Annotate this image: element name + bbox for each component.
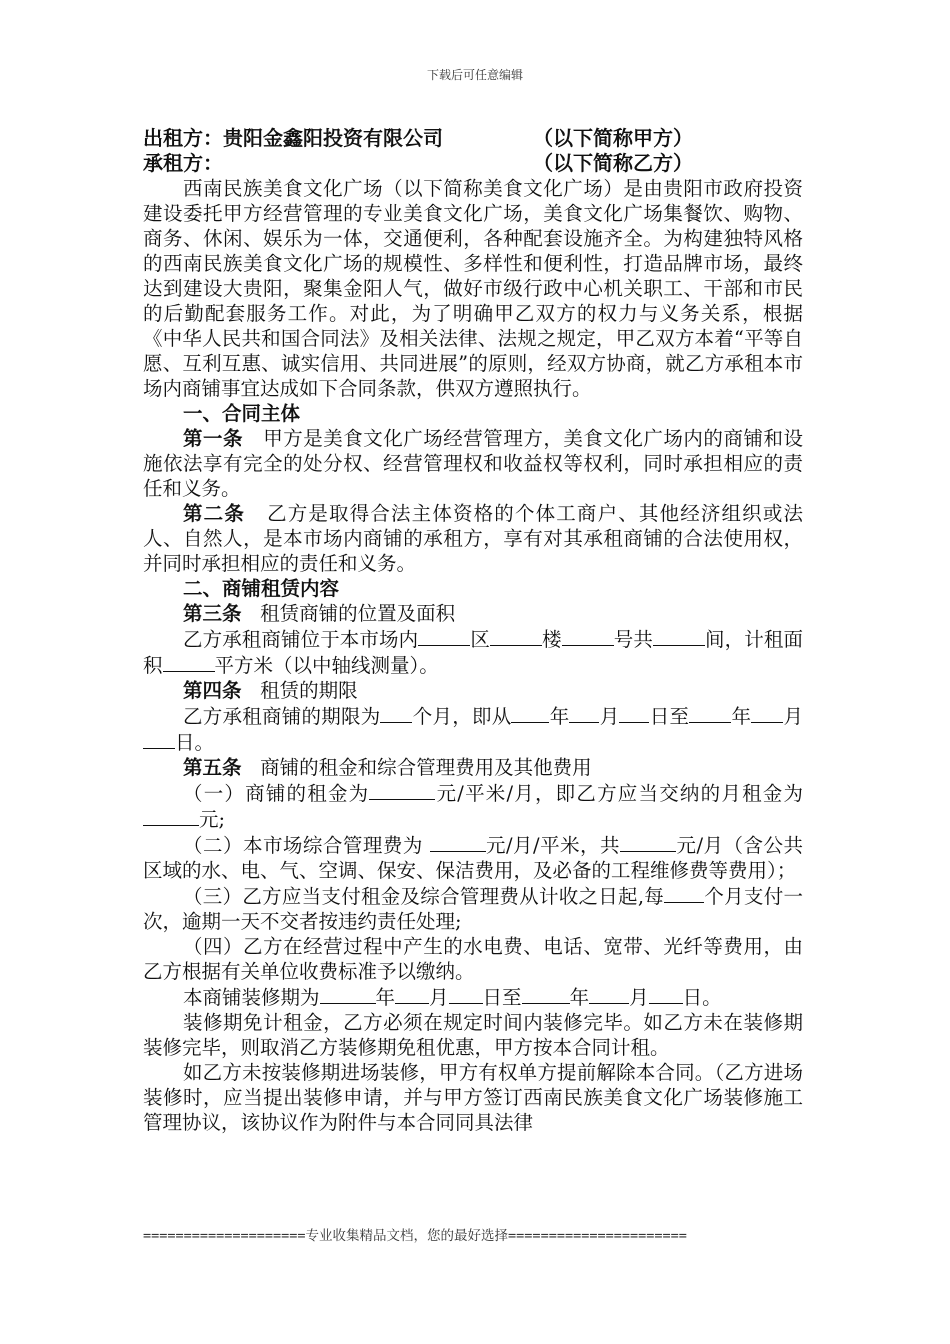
blank-field[interactable] bbox=[511, 703, 549, 723]
blank-field[interactable] bbox=[653, 626, 705, 646]
section-heading-2: 二、商铺租赁内容 bbox=[183, 577, 340, 600]
article-1-text: 甲方是美食文化广场经营管理方，美食文化广场内的商铺和设施依法享有完全的处分权、经营管理权和收益权等权利，同时承担相应的责任和义务。 bbox=[143, 427, 803, 500]
lessor-line bbox=[143, 126, 803, 151]
blank-field[interactable] bbox=[751, 703, 783, 723]
blank-field[interactable] bbox=[449, 984, 483, 1004]
text-span: 乙方承租商铺位于本市场内 bbox=[183, 628, 419, 651]
blank-field[interactable] bbox=[589, 984, 629, 1004]
blank-field[interactable] bbox=[689, 703, 731, 723]
blank-field[interactable] bbox=[569, 703, 599, 723]
page-header: 下载后可任意编辑 bbox=[426, 68, 523, 82]
text-span: 月 bbox=[783, 705, 803, 728]
article-5-item-2 bbox=[143, 832, 803, 883]
article-3-title: 租赁商铺的位置及面积 bbox=[260, 602, 456, 625]
text-span: 区 bbox=[470, 628, 490, 651]
text-span: 年 bbox=[569, 986, 590, 1009]
text-span: 日至 bbox=[482, 986, 522, 1009]
lessee-line bbox=[143, 151, 803, 176]
article-3-heading bbox=[143, 601, 803, 626]
article-5-title: 商铺的租金和综合管理费用及其他费用 bbox=[260, 756, 592, 779]
text-span: 月 bbox=[629, 986, 649, 1009]
text-span: 月 bbox=[599, 705, 620, 728]
text-span: 日。 bbox=[682, 986, 722, 1009]
text-span: 楼 bbox=[541, 628, 562, 651]
text-span: 计租面积 bbox=[143, 628, 803, 677]
text-span: （二）本市场综合管理费为 bbox=[183, 834, 430, 857]
blank-field[interactable] bbox=[369, 780, 435, 800]
text-span: 租金为 bbox=[742, 782, 803, 805]
text-span: 个 bbox=[704, 885, 725, 908]
text-span: 号共 bbox=[613, 628, 653, 651]
blank-field[interactable] bbox=[143, 806, 199, 826]
blank-field[interactable] bbox=[395, 984, 429, 1004]
blank-field[interactable] bbox=[649, 984, 683, 1004]
text-span: 元/月/平米，共 bbox=[485, 834, 621, 857]
text-span: 日至 bbox=[649, 705, 690, 728]
page-footer: ====================专业收集精品文档，您的最好选择====================== bbox=[143, 1228, 687, 1244]
article-4-title: 租赁的期限 bbox=[260, 679, 358, 702]
article-2-label: 第二条 bbox=[183, 502, 245, 525]
article-5-heading bbox=[143, 755, 803, 780]
blank-field[interactable] bbox=[380, 703, 412, 723]
section-heading-1: 一、合同主体 bbox=[183, 402, 301, 425]
text-span: 元/平米/月，即乙方应当交纳的月 bbox=[435, 782, 743, 805]
text-span: 乙方承租商铺的期限为 bbox=[183, 705, 381, 728]
text-span: 元/月 bbox=[676, 834, 724, 857]
article-3-label: 第三条 bbox=[183, 602, 242, 625]
blank-field[interactable] bbox=[619, 703, 649, 723]
text-span: 年 bbox=[731, 705, 752, 728]
blank-field[interactable] bbox=[664, 883, 704, 903]
blank-field[interactable] bbox=[430, 832, 486, 852]
text-span: 间， bbox=[704, 628, 745, 651]
article-5-item-3 bbox=[143, 883, 803, 934]
article-2 bbox=[143, 501, 803, 576]
lessor-label: 出租方：贵阳金鑫阳投资有限公司 bbox=[143, 126, 443, 150]
text-span: 日。 bbox=[175, 731, 215, 754]
blank-field[interactable] bbox=[163, 652, 215, 672]
text-span: （含公共区域的水、电、气、空调、保安、保洁费用，及必备的工程维修费等费用）； bbox=[143, 834, 804, 882]
article-4-text bbox=[143, 703, 803, 755]
text-span: 平方米（以中轴线测量）。 bbox=[214, 654, 439, 677]
article-1 bbox=[143, 426, 803, 501]
text-span: 月支付一次，逾期一天不交者按违约责任处理; bbox=[143, 885, 803, 933]
contract-body bbox=[143, 126, 803, 1135]
text-span: （三）乙方应当支付租金及综合管理费从计收之日起,每 bbox=[183, 885, 665, 908]
lessee-label: 承租方： bbox=[143, 151, 223, 175]
text-span: 元; bbox=[199, 808, 226, 831]
article-2-text: 乙方是取得合法主体资格的个体工商户、其他经济组织或法人、自然人，是本市场内商铺的承租方，享有对其承租商铺的合法使用权，并同时承担相应的责任和义务。 bbox=[143, 502, 803, 575]
article-5-label: 第五条 bbox=[183, 756, 242, 779]
renovation-termination: 如乙方未按装修期进场装修，甲方有权单方提前解除本合同。（乙方进场装修时，应当提出装修申请，并与甲方签订西南民族美食文化广场装修施工管理协议，该协议作为附件与本合同同具法律 bbox=[143, 1061, 803, 1134]
article-3-text bbox=[143, 626, 803, 678]
renovation-rent-free: 装修期免计租金，乙方必须在规定时间内装修完毕。如乙方未在装修期装修完毕，则取消乙方装修期免租优惠，甲方按本合同计租。 bbox=[143, 1011, 803, 1059]
text-span: （一）商铺的租金为 bbox=[183, 782, 370, 805]
article-4-label: 第四条 bbox=[183, 679, 242, 702]
article-4-heading bbox=[143, 678, 803, 703]
text-span: 个月，即从 bbox=[412, 705, 512, 728]
blank-field[interactable] bbox=[620, 832, 676, 852]
text-span: 月 bbox=[429, 986, 449, 1009]
blank-field[interactable] bbox=[143, 729, 175, 749]
text-span: 年 bbox=[549, 705, 570, 728]
blank-field[interactable] bbox=[490, 626, 542, 646]
article-5-item-4: （四）乙方在经营过程中产生的水电费、电话、宽带、光纤等费用，由乙方根据有关单位收费标准予以缴纳。 bbox=[143, 935, 803, 983]
blank-field[interactable] bbox=[418, 626, 470, 646]
blank-field[interactable] bbox=[320, 984, 376, 1004]
article-5-item-1 bbox=[143, 780, 803, 832]
lessor-abbr: （以下简称甲方） bbox=[533, 126, 693, 150]
text-span: 年 bbox=[375, 986, 396, 1009]
intro-paragraph: 西南民族美食文化广场（以下简称美食文化广场）是由贵阳市政府投资建设委托甲方经营管理的专业美食文化广场，美食文化广场集餐饮、购物、商务、休闲、娱乐为一体，交通便利，各种配套设施齐全。为构建独特风格的西南民族美食文化广场的规模性、多样性和便利性，打造品牌市场，最终达到建设大贵阳，聚集金阳人气，做好市级行政中心机关职工、干部和市民的后勤配套服务工作。对此，为了明确甲乙双方的权力与义务关系，根据《中华人民共和国合同法》及相关法律、法规之规定，甲乙双方本着“平等自愿、互利互惠、诚实信用、共同进展”的原则，经双方协商，就乙方承租本市场内商铺事宜达成如下合同条款，供双方遵照执行。 bbox=[143, 177, 803, 400]
article-1-label: 第一条 bbox=[183, 427, 244, 450]
blank-field[interactable] bbox=[522, 984, 570, 1004]
blank-field[interactable] bbox=[562, 626, 614, 646]
renovation-period bbox=[143, 984, 803, 1010]
text-span: 本商铺装修期为 bbox=[183, 986, 320, 1009]
lessee-abbr: （以下简称乙方） bbox=[533, 151, 693, 175]
